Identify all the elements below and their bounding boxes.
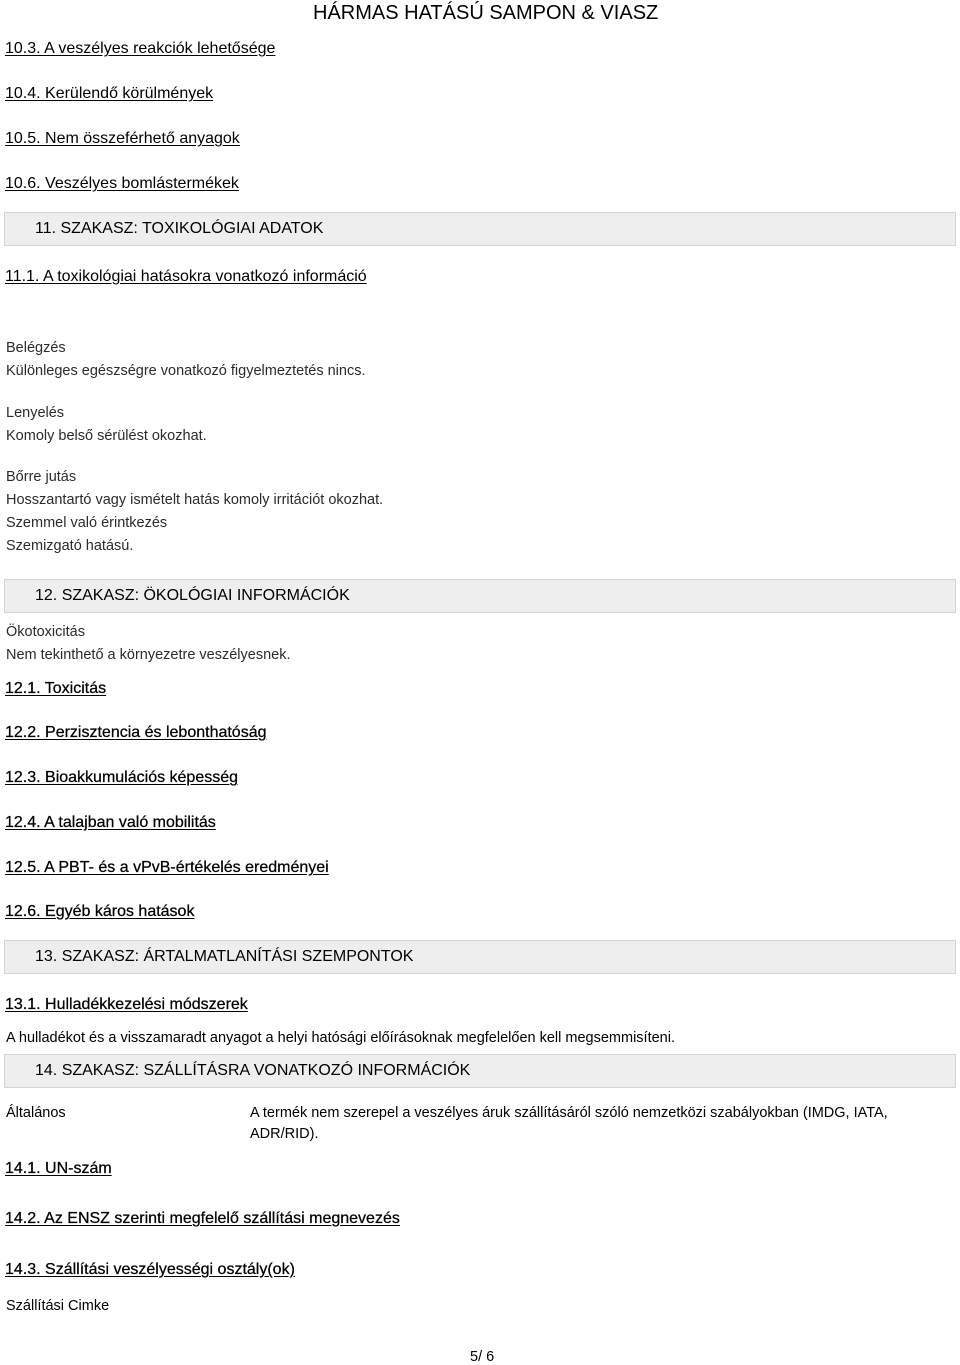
subsection-12-2: 12.2. Perzisztencia és lebonthatóság [5,724,267,741]
section-11-title: 11. SZAKASZ: TOXIKOLÓGIAI ADATOK [35,220,324,237]
subsection-14-1: 14.1. UN-szám [5,1160,112,1177]
waste-treatment-text: A hulladékot és a visszamaradt anyagot a helyi hatósági előírásoknak megfelelően kell megsemmisíteni. [6,1030,675,1046]
section-14-title: 14. SZAKASZ: SZÁLLÍTÁSRA VONATKOZÓ INFORMÁCIÓK [35,1062,471,1079]
ingestion-label: Lenyelés [6,405,65,421]
subsection-10-3: 10.3. A veszélyes reakciók lehetősége [5,40,276,57]
section-14-header [4,1054,956,1088]
section-13-header [4,940,956,974]
skin-text: Hosszantartó vagy ismételt hatás komoly irritációt okozhat. [6,492,384,508]
subsection-10-4: 10.4. Kerülendő körülmények [5,85,214,102]
subsection-12-5: 12.5. A PBT- és a vPvB-értékelés eredményei [5,859,329,876]
eye-label: Szemmel való érintkezés [6,515,168,531]
inhalation-label: Belégzés [6,340,66,356]
section-11-header [4,212,956,246]
document-title: HÁRMAS HATÁSÚ SAMPON & VIASZ [313,2,659,24]
general-text: A termék nem szerepel a veszélyes áruk szállításáról szóló nemzetközi szabályokban (IMDG, IATA, ADR/RID). [250,1105,888,1142]
subsection-12-3: 12.3. Bioakkumulációs képesség [5,769,239,786]
section-13-title: 13. SZAKASZ: ÁRTALMATLANÍTÁSI SZEMPONTOK [35,948,414,965]
page-number: 5/ 6 [470,1349,495,1365]
general-label: Általános [6,1105,66,1121]
ecotoxicity-text: Nem tekinthető a környezetre veszélyesnek. [6,647,291,663]
ecotoxicity-label: Ökotoxicitás [6,624,85,640]
skin-label: Bőrre jutás [6,469,77,485]
section-12-title: 12. SZAKASZ: ÖKOLÓGIAI INFORMÁCIÓK [35,587,350,604]
subsection-13-1: 13.1. Hulladékkezelési módszerek [5,996,248,1013]
subsection-12-6: 12.6. Egyéb káros hatások [5,903,195,920]
transport-label: Szállítási Cimke [6,1298,110,1314]
subsection-12-1: 12.1. Toxicitás [5,680,107,697]
subsection-12-4: 12.4. A talajban való mobilitás [5,814,216,831]
subsection-14-3: 14.3. Szállítási veszélyességi osztály(ok) [5,1261,295,1278]
subsection-14-2: 14.2. Az ENSZ szerinti megfelelő szállítási megnevezés [5,1210,400,1227]
subsection-10-6: 10.6. Veszélyes bomlástermékek [5,175,239,192]
subsection-11-1: 11.1. A toxikológiai hatásokra vonatkozó információ [5,268,367,285]
ingestion-text: Komoly belső sérülést okozhat. [6,428,207,444]
eye-text: Szemizgató hatású. [6,538,134,554]
subsection-10-5: 10.5. Nem összeférhető anyagok [5,130,240,147]
inhalation-text: Különleges egészségre vonatkozó figyelmeztetés nincs. [6,363,366,379]
section-12-header [4,579,956,613]
